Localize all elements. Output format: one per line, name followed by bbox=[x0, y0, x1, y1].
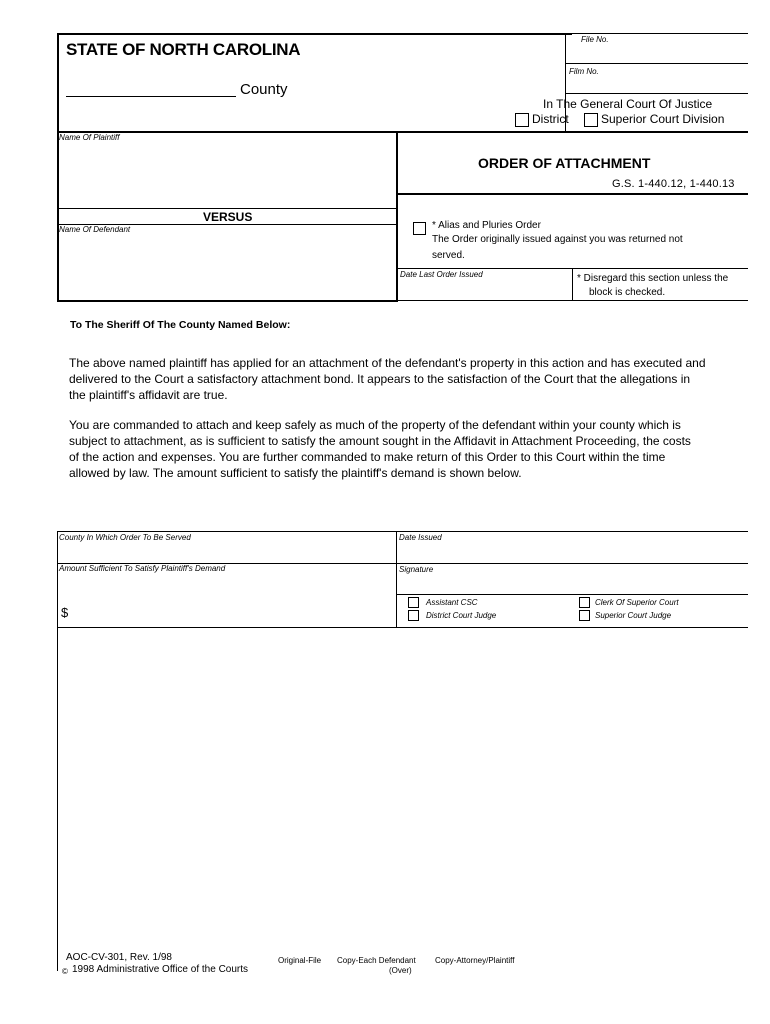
clerk-superior-checkbox[interactable] bbox=[579, 597, 590, 608]
caption-bottom-rule bbox=[57, 300, 398, 302]
district-checkbox[interactable] bbox=[515, 113, 529, 127]
plaintiff-name-area[interactable] bbox=[60, 145, 394, 207]
county-served-field[interactable] bbox=[60, 545, 394, 561]
form-number: AOC-CV-301, Rev. 1/98 bbox=[66, 952, 172, 963]
film-no-label: Film No. bbox=[569, 67, 599, 76]
alias-note-1: The Order originally issued against you was returned not bbox=[432, 234, 683, 245]
form-title: ORDER OF ATTACHMENT bbox=[478, 155, 651, 171]
paragraph-1-line: The above named plaintiff has applied for an attachment of the defendant's property in this action and has executed and bbox=[69, 356, 706, 370]
date-last-label: Date Last Order Issued bbox=[400, 270, 483, 279]
assistant-csc-checkbox[interactable] bbox=[408, 597, 419, 608]
fields-top-rule bbox=[57, 531, 748, 532]
salutation: To The Sheriff Of The County Named Below: bbox=[70, 319, 291, 331]
caption-top-rule bbox=[57, 131, 748, 133]
versus-label: VERSUS bbox=[203, 210, 253, 224]
clerk-superior-label: Clerk Of Superior Court bbox=[595, 598, 679, 607]
county-blank[interactable] bbox=[66, 96, 236, 97]
plaintiff-label: Name Of Plaintiff bbox=[59, 133, 120, 142]
superior-checkbox[interactable] bbox=[584, 113, 598, 127]
film-no-rule[interactable] bbox=[565, 93, 748, 94]
paragraph-2-line: subject to attachment, as is sufficient to satisfy the amount sought in the Affidavit in Attachment Proceeding, the costs bbox=[69, 434, 691, 448]
copyright-symbol: © bbox=[62, 967, 68, 976]
state-title: STATE OF NORTH CAROLINA bbox=[66, 40, 301, 59]
distribution-original: Original-File bbox=[278, 956, 322, 965]
alias-checkbox[interactable] bbox=[413, 222, 426, 235]
defendant-name-area[interactable] bbox=[60, 237, 394, 297]
paragraph-1 bbox=[69, 355, 759, 403]
file-box-top bbox=[565, 33, 748, 34]
paragraph-2 bbox=[69, 417, 759, 481]
paragraph-1-line: delivered to the Court a satisfactory attachment bond. It appears to the satisfaction of the Court that the allegations in bbox=[69, 372, 691, 386]
district-judge-checkbox[interactable] bbox=[408, 610, 419, 621]
statute-ref: G.S. 1-440.12, 1-440.13 bbox=[612, 178, 735, 190]
superior-label: Superior Court Division bbox=[601, 112, 725, 126]
caption-divider bbox=[396, 131, 398, 301]
distribution-defendant: Copy-Each Defendant bbox=[337, 956, 416, 965]
date-issued-field[interactable] bbox=[400, 545, 745, 561]
defendant-label: Name Of Defendant bbox=[59, 225, 131, 234]
header-left-rule bbox=[57, 33, 59, 133]
alias-note-2: served. bbox=[432, 250, 465, 261]
date-last-field[interactable] bbox=[400, 282, 570, 298]
assistant-csc-label: Assistant CSC bbox=[426, 598, 478, 607]
county-label: County bbox=[240, 81, 288, 98]
paragraph-1-line: the plaintiff's affidavit are true. bbox=[69, 388, 228, 402]
date-last-bottom-rule bbox=[396, 300, 748, 301]
fields-divider bbox=[396, 531, 397, 627]
court-name: In The General Court Of Justice bbox=[543, 97, 713, 111]
date-issued-label: Date Issued bbox=[399, 533, 442, 542]
caption-left-rule bbox=[57, 131, 59, 301]
signature-field[interactable] bbox=[400, 577, 745, 593]
amount-field[interactable] bbox=[72, 604, 392, 622]
disregard-note-2: block is checked. bbox=[589, 287, 666, 298]
signature-rule bbox=[396, 594, 748, 595]
title-bottom-rule bbox=[396, 193, 748, 195]
paragraph-2-line: of the action and expenses. You are further commanded to make return of this Order to this Court within the time bbox=[69, 450, 666, 464]
disregard-note-1: * Disregard this section unless the bbox=[577, 273, 729, 284]
dollar-sign: $ bbox=[61, 605, 69, 620]
superior-judge-label: Superior Court Judge bbox=[595, 611, 672, 620]
fields-left-rule bbox=[57, 531, 58, 971]
date-last-divider bbox=[572, 268, 573, 301]
county-served-label: County In Which Order To Be Served bbox=[59, 533, 191, 542]
district-label: District bbox=[532, 112, 569, 126]
superior-judge-checkbox[interactable] bbox=[579, 610, 590, 621]
over-note: (Over) bbox=[389, 966, 412, 975]
header-top-rule bbox=[57, 33, 572, 35]
file-no-label: File No. bbox=[581, 35, 609, 44]
distribution-attorney: Copy-Attorney/Plaintiff bbox=[435, 956, 515, 965]
fields-bottom-rule bbox=[57, 627, 748, 628]
plaintiff-bottom-rule bbox=[58, 208, 396, 209]
signature-label: Signature bbox=[399, 565, 434, 574]
copyright: 1998 Administrative Office of the Courts bbox=[72, 964, 249, 975]
alias-label: * Alias and Pluries Order bbox=[432, 220, 541, 231]
paragraph-2-line: You are commanded to attach and keep safely as much of the property of the defendant within your county which is bbox=[69, 418, 681, 432]
paragraph-2-line: allowed by law. The amount sufficient to satisfy the plaintiff's demand is shown below. bbox=[69, 466, 522, 480]
district-judge-label: District Court Judge bbox=[426, 611, 497, 620]
amount-label: Amount Sufficient To Satisfy Plaintiff's Demand bbox=[59, 564, 226, 573]
file-no-rule[interactable] bbox=[565, 63, 748, 64]
